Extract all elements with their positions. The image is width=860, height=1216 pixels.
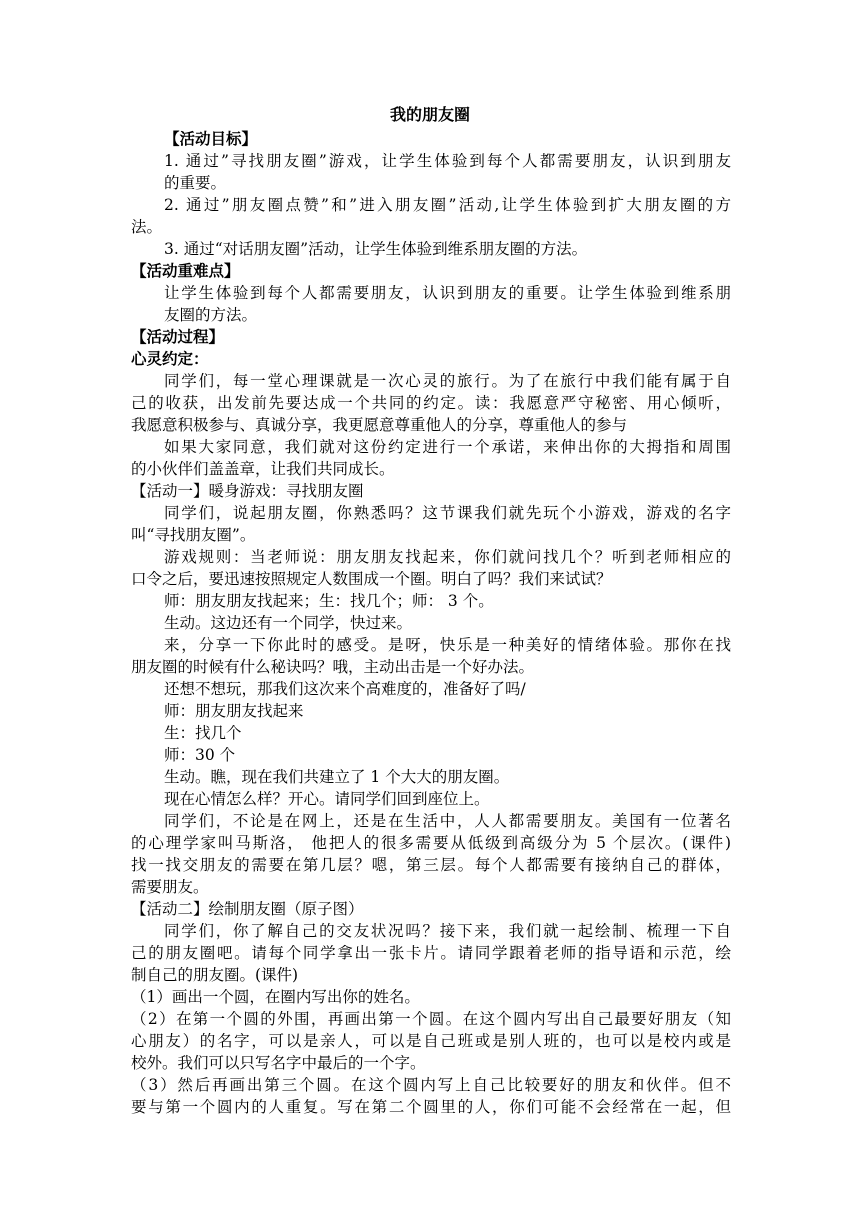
paragraph-line: 生动。这边还有一个同学，快过来。	[164, 614, 413, 632]
paragraph-line: 让学生体验到每个人都需要朋友，认识到朋友的重要。让学生体验到维系朋	[164, 284, 731, 302]
paragraph-line: 来，分享一下你此时的感受。是呀，快乐是一种美好的情绪体验。那你在找	[164, 636, 731, 654]
paragraph-line: 找一找交朋友的需要在第几层？嗯，第三层。每个人都需要有接纳自己的群体，	[131, 856, 731, 874]
paragraph-line: 同学们，你了解自己的交友状况吗？接下来，我们就一起绘制、梳理一下自	[164, 922, 731, 940]
paragraph-line: 还想不想玩，那我们这次来个高难度的，准备好了吗/	[164, 680, 526, 698]
paragraph-line: 校外。我们可以只写名字中最后的一个字。	[131, 1054, 426, 1072]
paragraph-line: 要与第一个圆内的人重复。写在第二个圆里的人，你们可能不会经常在一起，但	[131, 1098, 731, 1116]
paragraph-line: 我愿意积极参与、真诚分享，我更愿意尊重他人的分享，尊重他人的参与	[131, 416, 628, 434]
paragraph-line: 同学们，说起朋友圈，你熟悉吗？这节课我们就先玩个小游戏，游戏的名字	[164, 504, 731, 522]
paragraph-line: 口令之后，要迅速按照规定人数围成一个圈。明白了吗？我们来试试？	[131, 570, 612, 588]
paragraph-line: （2）在第一个圆的外围，再画出第一个圆。在这个圆内写出自己最要好朋友（知	[131, 1010, 731, 1028]
page-title: 我的朋友圈	[389, 105, 470, 124]
paragraph-line: 1. 通过”寻找朋友圈”游戏，让学生体验到每个人都需要朋友，认识到朋友	[164, 152, 731, 170]
paragraph-line: 的小伙伴们盖盖章，让我们共同成长。	[131, 460, 395, 478]
paragraph-line: 游戏规则：当老师说：朋友朋友找起来，你们就问找几个？听到老师相应的	[164, 548, 731, 566]
paragraph-line: 生：找几个	[164, 724, 242, 742]
paragraph-line: 的重要。	[164, 174, 227, 192]
paragraph-line: 叫“寻找朋友圈”。	[131, 526, 256, 544]
paragraph-line: （3）然后再画出第三个圆。在这个圆内写上自己比较要好的朋友和伙伴。但不	[131, 1076, 731, 1094]
heading-activity-two: 【活动二】绘制朋友圈（原子图）	[131, 900, 364, 918]
paragraph-line: 现在心情怎么样？开心。请同学们回到座位上。	[164, 790, 490, 808]
paragraph-line: 需要朋友。	[131, 878, 209, 896]
heading-activity-one: 【活动一】暖身游戏：寻找朋友圈	[131, 482, 364, 500]
paragraph-line: 心朋友）的名字，可以是亲人，可以是自己班或是别人班的，也可以是校内或是	[131, 1032, 731, 1050]
paragraph-line: 同学们，不论是在网上，还是在生活中，人人都需要朋友。美国有一位著名	[164, 812, 731, 830]
paragraph-line: 3. 通过“对话朋友圈”活动，让学生体验到维系朋友圈的方法。	[164, 240, 588, 258]
paragraph-line: 如果大家同意，我们就对这份约定进行一个承诺，来伸出你的大拇指和周围	[164, 438, 731, 456]
heading-key-points: 【活动重难点】	[131, 261, 240, 280]
heading-goals: 【活动目标】	[164, 129, 258, 148]
paragraph-line: 友圈的方法。	[164, 306, 258, 324]
heading-process: 【活动过程】	[131, 327, 225, 346]
paragraph-line: 同学们，每一堂心理课就是一次心灵的旅行。为了在旅行中我们能有属于自	[164, 372, 731, 390]
paragraph-line: 师：30 个	[164, 746, 236, 764]
heading-agreement: 心灵约定：	[131, 349, 209, 368]
paragraph-line: 师：朋友朋友找起来；生：找几个；师： 3 个。	[164, 592, 494, 610]
paragraph-line: 制自己的朋友圈。(课件)	[131, 966, 299, 984]
paragraph-line: （1）画出一个圆，在圈内写出你的姓名。	[131, 988, 420, 1006]
paragraph-line: 2. 通过”朋友圈点赞”和”进入朋友圈”活动,让学生体验到扩大朋友圈的方	[164, 196, 731, 214]
paragraph-line: 法。	[131, 218, 163, 236]
paragraph-line: 朋友圈的时候有什么秘诀吗？哦，主动出击是一个好办法。	[131, 658, 535, 676]
paragraph-line: 己的朋友圈吧。请每个同学拿出一张卡片。请同学跟着老师的指导语和示范，绘	[131, 944, 731, 962]
paragraph-line: 师：朋友朋友找起来	[164, 702, 304, 720]
paragraph-line: 生动。瞧，现在我们共建立了 1 个大大的朋友圈。	[164, 768, 510, 786]
paragraph-line: 己的收获，出发前先要达成一个共同的约定。读：我愿意严守秘密、用心倾听，	[131, 394, 731, 412]
paragraph-line: 的心理学家叫马斯洛， 他把人的很多需要从低级到高级分为 5 个层次。(课件)	[131, 834, 731, 852]
